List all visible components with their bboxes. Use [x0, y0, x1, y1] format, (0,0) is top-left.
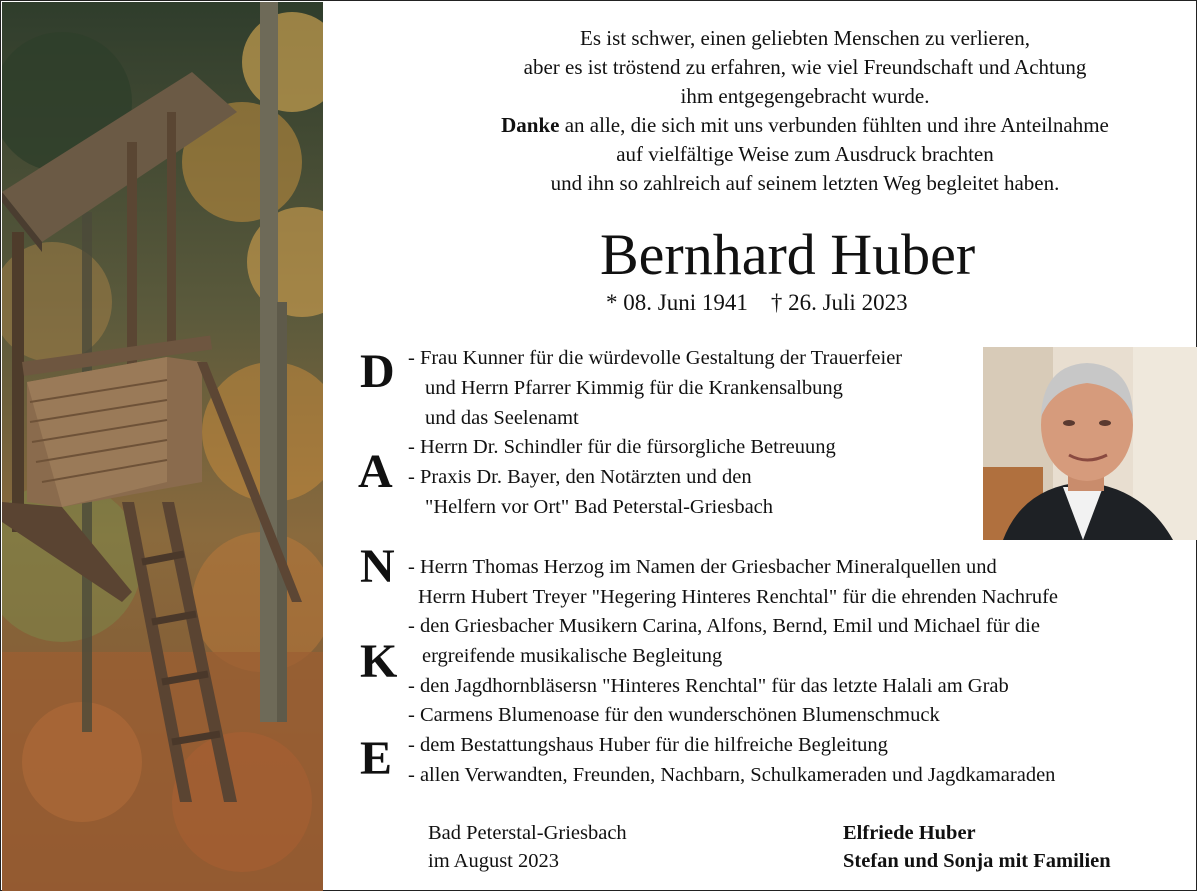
intro-line: und ihn so zahlreich auf seinem letzten Weg begleitet haben. [550, 171, 1060, 195]
thanks-line: und Herrn Pfarrer Kimmig für die Krankensalbung [425, 377, 843, 399]
thanks-line: - dem Bestattungshaus Huber für die hilfreiche Begleitung [408, 734, 888, 756]
letter-d: D [360, 345, 395, 398]
letter-n: N [360, 540, 395, 593]
date-line: im August 2023 [428, 850, 559, 872]
family-name-line: Stefan und Sonja mit Familien [843, 850, 1111, 872]
letter-k: K [360, 635, 398, 688]
letter-a: A [358, 445, 393, 498]
thanks-line: - Herrn Thomas Herzog im Namen der Griesbacher Mineralquellen und [408, 556, 997, 578]
life-dates: * 08. Juni 1941 † 26. Juli 2023 [606, 290, 908, 315]
thanks-line: - Carmens Blumenoase für den wunderschönen Blumenschmuck [408, 704, 940, 726]
intro-line [410, 111, 1200, 140]
thanks-line: - Frau Kunner für die würdevolle Gestaltung der Trauerfeier [408, 347, 903, 369]
intro-line: Es ist schwer, einen geliebten Menschen zu verlieren, [580, 26, 1030, 50]
forest-hunting-stand-photo [2, 2, 323, 891]
thanks-line: Herrn Hubert Treyer "Hegering Hinteres Renchtal" für die ehrenden Nachrufe [418, 586, 1059, 608]
letter-e: E [360, 732, 393, 785]
thanks-line: - allen Verwandten, Freunden, Nachbarn, Schulkameraden und Jagdkamaraden [408, 764, 1056, 786]
family-name-line: Elfriede Huber [843, 822, 976, 844]
thanks-line: "Helfern vor Ort" Bad Peterstal-Griesbach [425, 496, 774, 518]
deceased-name: Bernhard Huber [600, 222, 976, 287]
portrait-photo [983, 347, 1197, 540]
thanks-line: - Herrn Dr. Schindler für die fürsorgliche Betreuung [408, 436, 836, 458]
thanks-line: - Praxis Dr. Bayer, den Notärzten und den [408, 466, 752, 488]
thanks-line: - den Jagdhornbläsersn "Hinteres Renchtal" für das letzte Halali am Grab [408, 675, 1009, 697]
intro-line: ihm entgegengebracht wurde. [680, 84, 930, 108]
thanks-line: - den Griesbacher Musikern Carina, Alfons, Bernd, Emil und Michael für die [408, 615, 1040, 637]
thanks-line: ergreifende musikalische Begleitung [422, 645, 723, 667]
place-line: Bad Peterstal-Griesbach [428, 822, 627, 844]
intro-text [410, 24, 1200, 198]
thanks-line: und das Seelenamt [425, 407, 579, 429]
intro-line: aber es ist tröstend zu erfahren, wie viel Freundschaft und Achtung [523, 55, 1087, 79]
intro-line: auf vielfältige Weise zum Ausdruck brachten [616, 142, 994, 166]
intro-line-rest: an alle, die sich mit uns verbunden fühlten und ihre Anteilnahme [559, 113, 1109, 137]
thanks-word: Danke [501, 113, 560, 137]
